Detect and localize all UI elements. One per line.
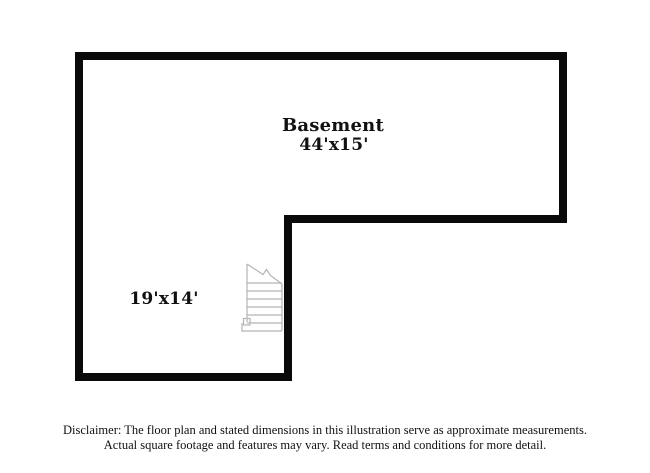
room-dimensions-basement: 44'x15' bbox=[299, 135, 369, 155]
disclaimer-text bbox=[0, 423, 650, 453]
disclaimer-line-1: Disclaimer: The floor plan and stated dimensions in this illustration serve as approximate measurements. bbox=[63, 423, 587, 437]
disclaimer-line-2: Actual square footage and features may vary. Read terms and conditions for more detail. bbox=[103, 438, 547, 452]
room-dimensions-lower-room: 19'x14' bbox=[129, 289, 199, 309]
basement-outline bbox=[79, 56, 563, 377]
room-label-basement: Basement bbox=[282, 115, 384, 136]
